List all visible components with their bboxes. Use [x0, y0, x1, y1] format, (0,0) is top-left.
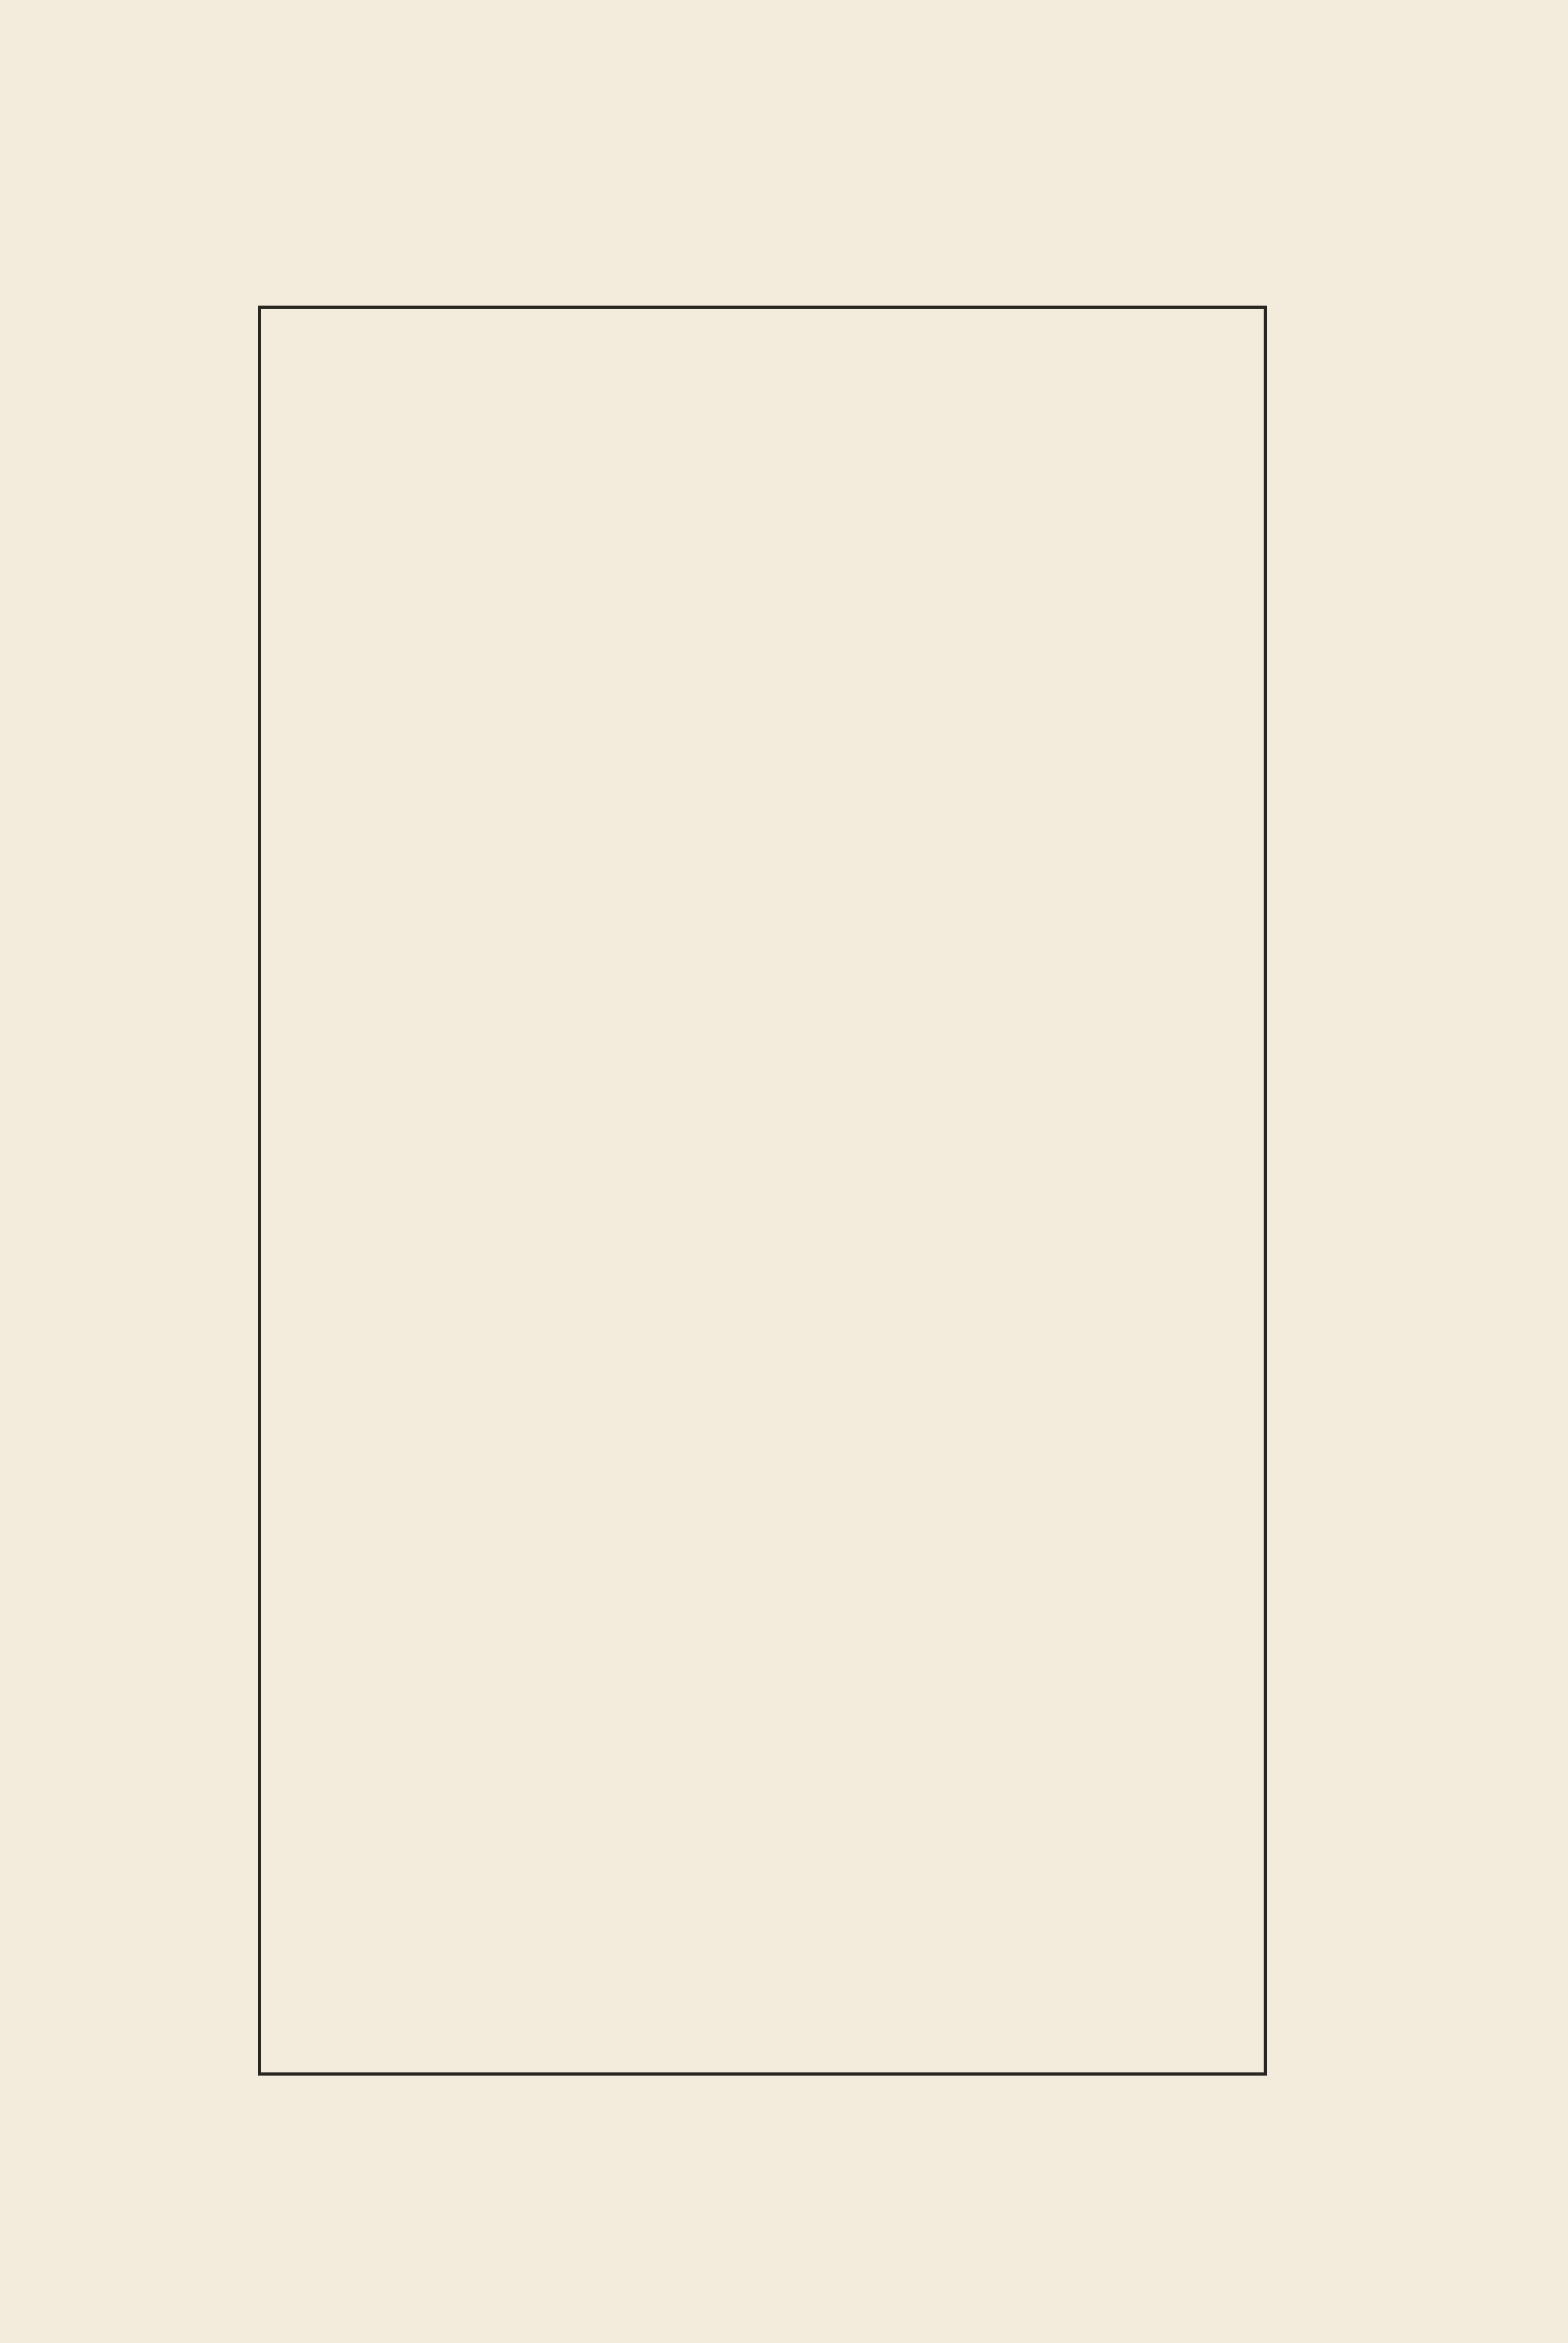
table-title — [172, 306, 255, 2076]
rotated-table-container — [172, 306, 1267, 2076]
temperature-table — [258, 306, 1267, 2076]
